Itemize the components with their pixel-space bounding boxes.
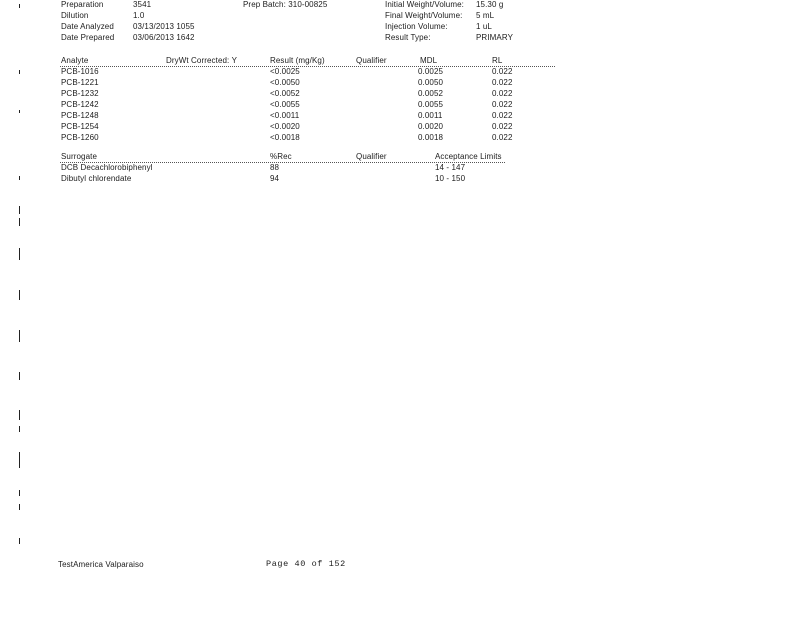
result-cell: <0.0052 bbox=[270, 89, 300, 98]
col-limits-header: Acceptance Limits bbox=[435, 152, 502, 161]
analyte-cell: PCB-1254 bbox=[61, 122, 99, 131]
result-cell: <0.0020 bbox=[270, 122, 300, 131]
margin-mark bbox=[19, 538, 20, 544]
margin-mark bbox=[19, 330, 20, 342]
analyte-cell: PCB-1260 bbox=[61, 133, 99, 142]
result-cell: <0.0050 bbox=[270, 78, 300, 87]
dilution-value: 1.0 bbox=[133, 11, 145, 20]
mdl-cell: 0.0020 bbox=[418, 122, 444, 131]
mdl-cell: 0.0025 bbox=[418, 67, 444, 76]
rl-cell: 0.022 bbox=[492, 111, 513, 120]
margin-mark bbox=[19, 504, 20, 510]
rl-cell: 0.022 bbox=[492, 100, 513, 109]
col-analyte-header: Analyte bbox=[61, 56, 89, 65]
surrogate-name-cell: Dibutyl chlorendate bbox=[61, 174, 132, 183]
mdl-cell: 0.0052 bbox=[418, 89, 444, 98]
limits-cell: 10 - 150 bbox=[435, 174, 466, 183]
date-prepared-label: Date Prepared bbox=[61, 33, 115, 42]
margin-mark bbox=[19, 372, 20, 380]
rl-cell: 0.022 bbox=[492, 89, 513, 98]
final-weight-label: Final Weight/Volume: bbox=[385, 11, 463, 20]
injection-volume-label: Injection Volume: bbox=[385, 22, 448, 31]
margin-mark bbox=[19, 290, 20, 300]
preparation-value: 3541 bbox=[133, 0, 152, 9]
margin-mark bbox=[19, 410, 20, 420]
result-cell: <0.0025 bbox=[270, 67, 300, 76]
mdl-cell: 0.0011 bbox=[418, 111, 443, 120]
col-drywt-header: DryWt Corrected: Y bbox=[166, 56, 237, 65]
results-header-rule bbox=[60, 66, 555, 67]
date-analyzed-label: Date Analyzed bbox=[61, 22, 114, 31]
result-type-label: Result Type: bbox=[385, 33, 431, 42]
mdl-cell: 0.0018 bbox=[418, 133, 444, 142]
injection-volume-value: 1 uL bbox=[476, 22, 492, 31]
margin-mark bbox=[19, 110, 20, 113]
surrogate-name-cell: DCB Decachlorobiphenyl bbox=[61, 163, 153, 172]
col-surrogate-qualifier-header: Qualifier bbox=[356, 152, 387, 161]
margin-mark bbox=[19, 452, 20, 468]
margin-mark bbox=[19, 218, 20, 226]
initial-weight-label: Initial Weight/Volume: bbox=[385, 0, 464, 9]
col-rec-header: %Rec bbox=[270, 152, 292, 161]
analyte-cell: PCB-1016 bbox=[61, 67, 99, 76]
col-rl-header: RL bbox=[492, 56, 503, 65]
limits-cell: 14 - 147 bbox=[435, 163, 466, 172]
rl-cell: 0.022 bbox=[492, 122, 513, 131]
rl-cell: 0.022 bbox=[492, 67, 513, 76]
rec-cell: 94 bbox=[270, 174, 280, 183]
result-cell: <0.0011 bbox=[270, 111, 300, 120]
col-mdl-header: MDL bbox=[420, 56, 438, 65]
margin-mark bbox=[19, 490, 20, 496]
col-qualifier-header: Qualifier bbox=[356, 56, 387, 65]
margin-mark bbox=[19, 206, 20, 214]
initial-weight-value: 15.30 g bbox=[476, 0, 504, 9]
result-cell: <0.0018 bbox=[270, 133, 300, 142]
analyte-cell: PCB-1242 bbox=[61, 100, 99, 109]
margin-mark bbox=[19, 426, 20, 432]
mdl-cell: 0.0050 bbox=[418, 78, 444, 87]
margin-mark bbox=[19, 248, 20, 260]
analyte-cell: PCB-1221 bbox=[61, 78, 99, 87]
final-weight-value: 5 mL bbox=[476, 11, 495, 20]
preparation-label: Preparation bbox=[61, 0, 104, 9]
date-analyzed-value: 03/13/2013 1055 bbox=[133, 22, 195, 31]
dilution-label: Dilution bbox=[61, 11, 89, 20]
date-prepared-value: 03/06/2013 1642 bbox=[133, 33, 195, 42]
analyte-cell: PCB-1232 bbox=[61, 89, 99, 98]
result-cell: <0.0055 bbox=[270, 100, 300, 109]
page-number: Page 40 of 152 bbox=[266, 559, 346, 569]
rl-cell: 0.022 bbox=[492, 78, 513, 87]
lab-name-footer: TestAmerica Valparaiso bbox=[58, 560, 144, 569]
margin-mark bbox=[19, 70, 20, 74]
col-result-header: Result (mg/Kg) bbox=[270, 56, 325, 65]
margin-mark bbox=[19, 4, 20, 8]
analyte-cell: PCB-1248 bbox=[61, 111, 99, 120]
prep-batch-label: Prep Batch: 310-00825 bbox=[243, 0, 328, 9]
result-type-value: PRIMARY bbox=[476, 33, 514, 42]
rl-cell: 0.022 bbox=[492, 133, 513, 142]
mdl-cell: 0.0055 bbox=[418, 100, 444, 109]
margin-mark bbox=[19, 176, 20, 180]
col-surrogate-header: Surrogate bbox=[61, 152, 98, 161]
rec-cell: 88 bbox=[270, 163, 280, 172]
